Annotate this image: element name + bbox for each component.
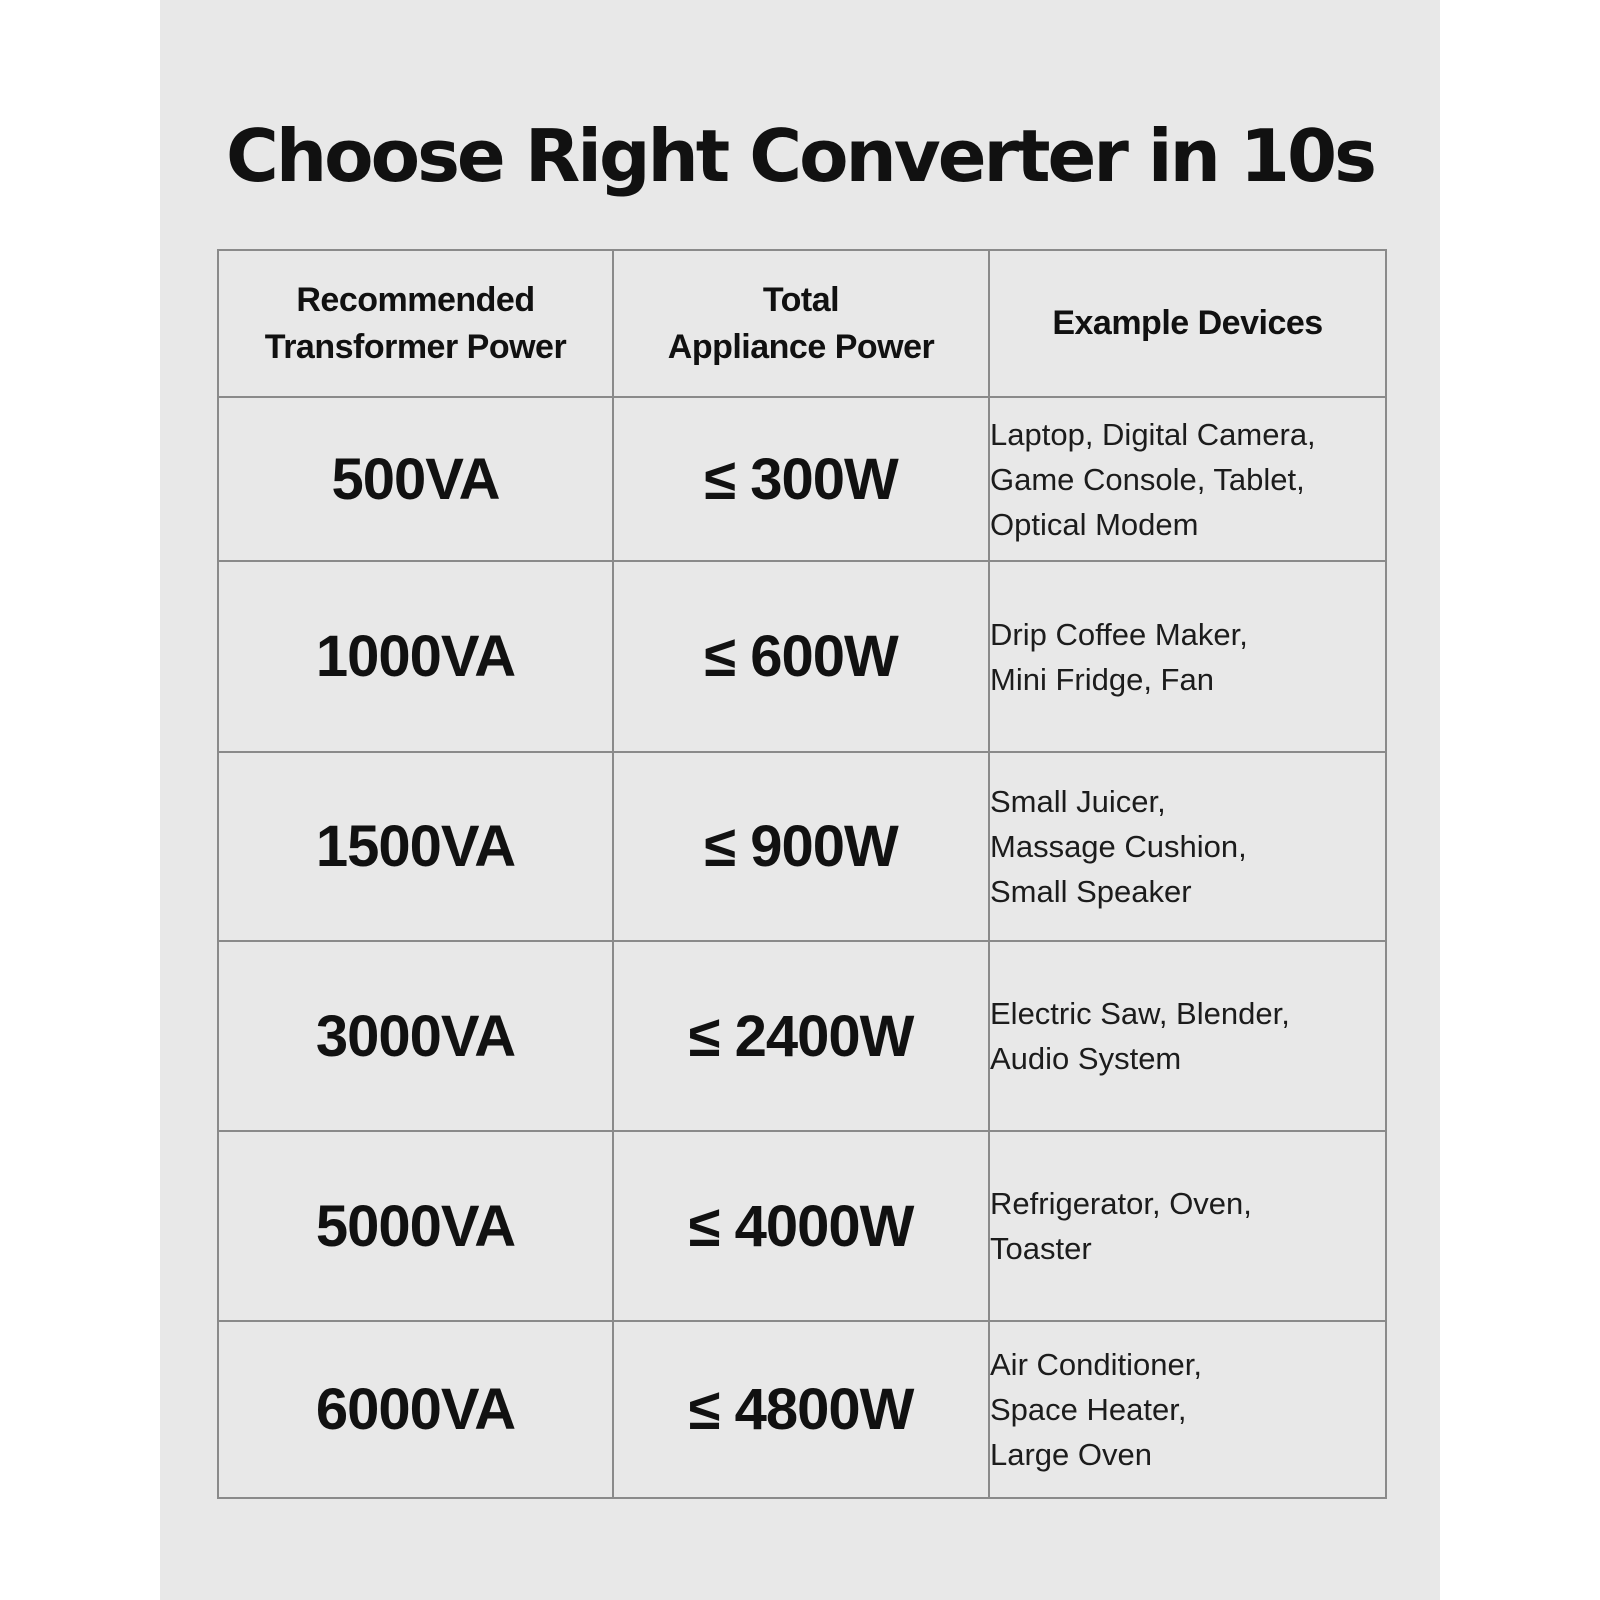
header-transformer-power (218, 250, 613, 397)
device-line: Toaster (990, 1231, 1092, 1266)
transformer-power-cell: 1500VA (218, 752, 613, 941)
table-row (218, 1321, 1386, 1498)
device-line: Optical Modem (990, 506, 1199, 542)
appliance-power-cell: ≤ 600W (613, 561, 989, 752)
header-example-devices (989, 250, 1386, 397)
device-line: Mini Fridge, Fan (990, 661, 1214, 697)
table-header-row (218, 250, 1386, 397)
example-devices-cell (989, 752, 1386, 941)
example-devices-cell (989, 397, 1386, 561)
converter-table (217, 249, 1387, 1499)
appliance-power-cell: ≤ 2400W (613, 941, 989, 1131)
appliance-power-cell: ≤ 900W (613, 752, 989, 941)
transformer-power-cell: 5000VA (218, 1131, 613, 1321)
table-row (218, 561, 1386, 752)
header-line: Example Devices (1052, 304, 1323, 342)
header-line: Total (762, 280, 840, 319)
appliance-power-cell: ≤ 300W (613, 397, 989, 561)
example-devices-cell (989, 561, 1386, 752)
device-line: Audio System (990, 1041, 1182, 1076)
device-line: Large Oven (990, 1437, 1152, 1472)
transformer-power-cell: 1000VA (218, 561, 613, 752)
example-devices-cell (989, 1131, 1386, 1321)
device-line: Laptop, Digital Camera, (990, 416, 1316, 452)
transformer-power-cell: 3000VA (218, 941, 613, 1131)
header-line: Appliance Power (667, 327, 935, 366)
header-line: Recommended (296, 280, 535, 319)
transformer-power-cell: 6000VA (218, 1321, 613, 1498)
device-line: Game Console, Tablet, (990, 461, 1305, 497)
device-line: Refrigerator, Oven, (990, 1186, 1252, 1221)
device-line: Massage Cushion, (990, 829, 1247, 864)
device-line: Drip Coffee Maker, (990, 616, 1248, 652)
example-devices-cell (989, 1321, 1386, 1498)
transformer-power-cell: 500VA (218, 397, 613, 561)
appliance-power-cell: ≤ 4000W (613, 1131, 989, 1321)
device-line: Small Speaker (990, 874, 1192, 909)
table-row (218, 752, 1386, 941)
device-line: Air Conditioner, (990, 1347, 1202, 1382)
device-line: Small Juicer, (990, 784, 1166, 819)
device-line: Space Heater, (990, 1392, 1187, 1427)
table-row (218, 397, 1386, 561)
device-line: Electric Saw, Blender, (990, 996, 1290, 1031)
appliance-power-cell: ≤ 4800W (613, 1321, 989, 1498)
example-devices-cell (989, 941, 1386, 1131)
page-title: Choose Right Converter in 10s (226, 114, 1374, 199)
table-row (218, 1131, 1386, 1321)
table-row (218, 941, 1386, 1131)
header-line: Transformer Power (264, 327, 567, 366)
header-appliance-power (613, 250, 989, 397)
